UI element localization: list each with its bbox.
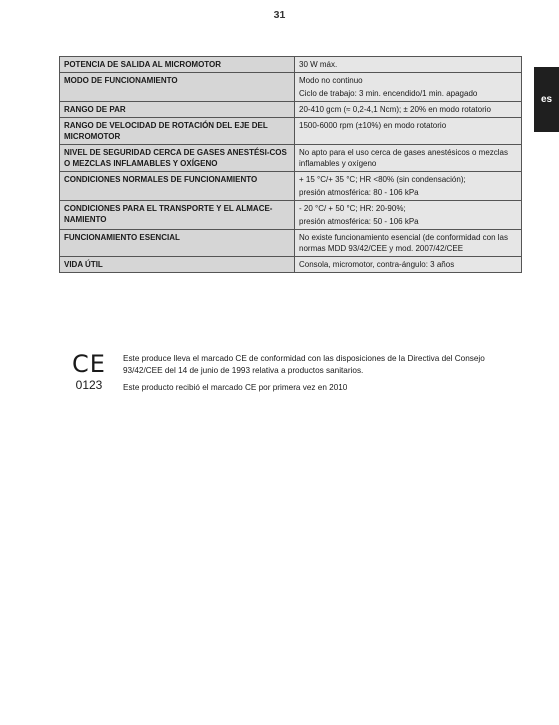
spec-row — [60, 145, 522, 172]
spec-value-line: + 15 °C/+ 35 °C; HR <80% (sin condensación); — [299, 175, 466, 184]
page-number: 31 — [273, 9, 286, 21]
spec-value-line: 30 W máx. — [299, 60, 338, 69]
spec-row — [60, 102, 522, 118]
spec-label: RANGO DE VELOCIDAD DE ROTACIÓN DEL EJE DEL MICROMOTOR — [60, 118, 295, 145]
language-tab: es — [534, 67, 559, 132]
ce-paragraph: Este producto recibió el marcado CE por primera vez en 2010 — [123, 383, 348, 392]
spec-value-line: - 20 °C/ + 50 °C; HR: 20-90%; — [299, 204, 406, 213]
spec-row — [60, 57, 522, 73]
spec-label: NIVEL DE SEGURIDAD CERCA DE GASES ANESTÉSI-COS O MEZCLAS INFLAMABLES Y OXÍGENO — [60, 145, 295, 172]
spec-value — [295, 257, 522, 273]
spec-label: CONDICIONES PARA EL TRANSPORTE Y EL ALMACE-NAMIENTO — [60, 201, 295, 230]
spec-value — [295, 118, 522, 145]
spec-value — [295, 230, 522, 257]
spec-value — [295, 57, 522, 73]
spec-value — [295, 201, 522, 230]
ce-paragraph: Este produce lleva el marcado CE de conformidad con las disposiciones de la Directiva del Consejo 93/42/CEE del 14 de junio de 1993 relativa a productos sanitarios. — [123, 354, 485, 375]
spec-label: VIDA ÚTIL — [60, 257, 295, 273]
ce-marking — [64, 351, 114, 392]
spec-value-line: Modo no continuo — [299, 76, 363, 85]
spec-row — [60, 230, 522, 257]
spec-value-line: Ciclo de trabajo: 3 min. encendido/1 min. apagado — [299, 89, 478, 98]
spec-value — [295, 172, 522, 201]
spec-label: POTENCIA DE SALIDA AL MICROMOTOR — [60, 57, 295, 73]
spec-value-line: presión atmosférica: 80 - 106 kPa — [299, 188, 419, 197]
spec-value — [295, 73, 522, 102]
spec-value-line: No existe funcionamiento esencial (de conformidad con las normas MDD 93/42/CEE y mod. 2007/42/CEE — [299, 233, 509, 253]
spec-row — [60, 73, 522, 102]
spec-row — [60, 257, 522, 273]
spec-value-line: 1500-6000 rpm (±10%) en modo rotatorio — [299, 121, 447, 130]
spec-row — [60, 201, 522, 230]
spec-label: RANGO DE PAR — [60, 102, 295, 118]
spec-label: FUNCIONAMIENTO ESENCIAL — [60, 230, 295, 257]
spec-value — [295, 102, 522, 118]
notified-body-number: 0123 — [75, 378, 103, 392]
ce-statement — [123, 353, 521, 400]
spec-label: MODO DE FUNCIONAMIENTO — [60, 73, 295, 102]
spec-value-line: No apto para el uso cerca de gases anestésicos o mezclas inflamables y oxígeno — [299, 148, 509, 168]
spec-value-line: presión atmosférica: 50 - 106 kPa — [299, 217, 419, 226]
spec-value — [295, 145, 522, 172]
spec-row — [60, 118, 522, 145]
spec-value-line: Consola, micromotor, contra-ángulo: 3 años — [299, 260, 455, 269]
ce-logo: CE — [72, 350, 106, 378]
specifications-table — [59, 56, 522, 273]
spec-row — [60, 172, 522, 201]
spec-value-line: 20-410 gcm (≈ 0,2-4,1 Ncm); ± 20% en modo rotatorio — [299, 105, 491, 114]
spec-label: CONDICIONES NORMALES DE FUNCIONAMIENTO — [60, 172, 295, 201]
